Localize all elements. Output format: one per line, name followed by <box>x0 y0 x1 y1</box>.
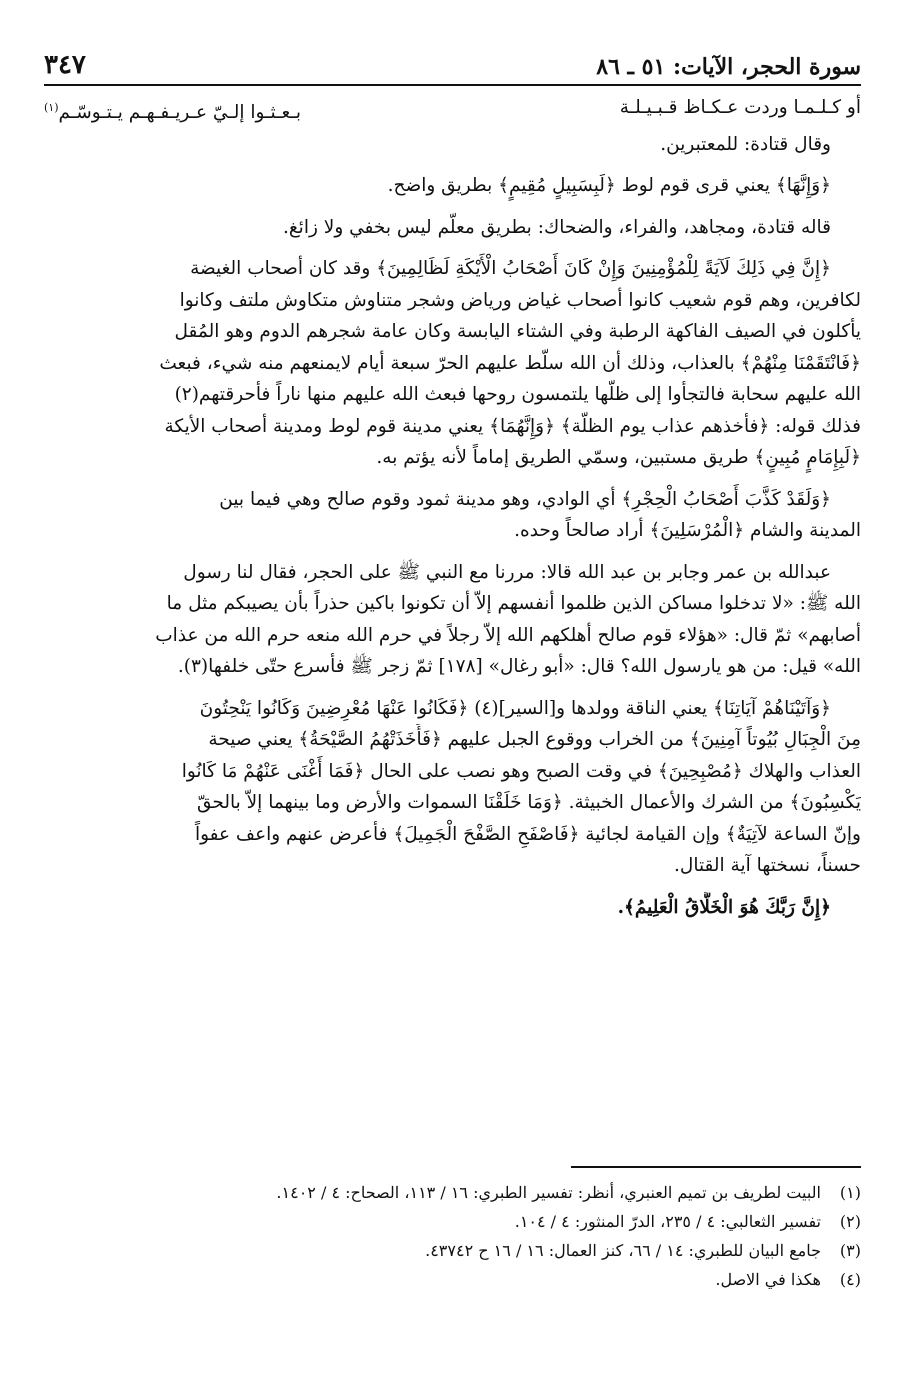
text-line: لكافرين، وهم قوم شعيب كانوا أصحاب غياض ورياض وشجر متناوش متكاوش ملتف وكانوا <box>179 289 861 311</box>
footnote-number: (٣) <box>839 1241 861 1260</box>
text-line: ﴿وَإِنَّهَا﴾ يعني قرى قوم لوط ﴿لَبِسَبِيلٍ مُقِيمٍ﴾ بطريق واضح. <box>387 175 831 197</box>
footnote <box>44 1265 861 1294</box>
footnote-text: جامع البيان للطبري: ١٤ / ٦٦، كنز العمال: ١٦ / ١٦ ح ٤٣٧٤٢. <box>425 1241 821 1260</box>
text-line: أصابهم» ثمّ قال: «هؤلاء قوم صالح أهلكهم الله إلاّ رجلاً في حرم الله منعه حرم الله من عذاب <box>155 624 861 646</box>
page-number: ٣٤٧ <box>44 50 86 80</box>
text-line: يَكْسِبُونَ﴾ من الشرك والأعمال الخبيثة. ﴿وَمَا خَلَقْنَا السموات والأرض وما بينهما إلاّ بالحقّ <box>196 792 861 814</box>
closing-verse: ﴿إِنَّ رَبَّكَ هُوَ الْخَلَّاقُ الْعَلِيمُ﴾. <box>617 896 831 918</box>
footnote-number: (٢) <box>839 1212 861 1231</box>
page-header <box>44 44 861 86</box>
page-body <box>44 92 861 923</box>
footnote-number: (٤) <box>839 1270 861 1289</box>
poem-hemistich-2: بـعـثـوا إلـيّ عـريـفـهـم يـتـوسّـم$^{(١)}$ <box>44 101 302 124</box>
footnotes <box>44 1178 861 1294</box>
text-line: عبدالله بن عمر وجابر بن عبد الله قالا: مررنا مع النبي ﷺ على الحجر، فقال لنا رسول <box>183 561 831 583</box>
text-line: ﴿فَانْتَقَمْنَا مِنْهُمْ﴾ بالعذاب، وذلك أن الله سلّط عليهم الحرّ سبعة أيام لايمنعهم منه شيء، فبعث <box>159 352 861 374</box>
text-line: المدينة والشام ﴿الْمُرْسَلِينَ﴾ أراد صالحاً وحده. <box>514 520 861 542</box>
footnote <box>44 1178 861 1207</box>
text-line: حسناً، نسختها آية القتال. <box>674 855 861 877</box>
footnote-divider <box>571 1166 861 1168</box>
footnote <box>44 1207 861 1236</box>
footnote-ref-1: (١) <box>44 101 59 114</box>
text-line: مِنَ الْجِبَالِ بُيُوتاً آمِنِينَ﴾ من الخراب ووقوع الجبل عليهم ﴿فَأَخَذَتْهُمُ الصَّيْحَةُ﴾ يعني صيحة <box>208 729 861 751</box>
text-line: فذلك قوله: ﴿فأخذهم عذاب يوم الظلّة﴾ ﴿وَإِنَّهُمَا﴾ يعني مدينة قوم لوط ومدينة أصحاب الأيكة <box>164 415 861 437</box>
footnote-text: البيت لطريف بن تميم العنبري، أنظر: تفسير الطبري: ١٦ / ١١٣، الصحاح: ٤ / ١٤٠٢. <box>276 1183 821 1202</box>
text-line: وإنّ الساعة لآتِيَةٌ﴾ وإن القيامة لجائية ﴿فَاصْفَحِ الصَّفْحَ الْجَمِيلَ﴾ فأعرض عنهم واعف عفواً <box>194 823 861 845</box>
text-line: العذاب والهلاك ﴿مُصْبِحِينَ﴾ في وقت الصبح وهو نصب على الحال ﴿فَمَا أَغْنَى عَنْهُمْ مَا كَانُوا <box>181 760 861 782</box>
text-line: الله ﷺ: «لا تدخلوا مساكن الذين ظلموا أنفسهم إلاّ أن تكونوا باكين حذراً بأن يصيبكم مثل ما <box>166 593 861 615</box>
footnote-text: هكذا في الاصل. <box>715 1270 821 1289</box>
text-line: وقال قتادة: للمعتبرين. <box>660 133 831 155</box>
text-line: ﴿وَلَقَدْ كَذَّبَ أَصْحَابُ الْحِجْرِ﴾ أي الوادي، وهو مدينة ثمود وقوم صالح وهي فيما بين <box>219 488 831 510</box>
text-line: يأكلون في الصيف الفاكهة الرطبة وفي الشتاء اليابسة وكان عامة شجرهم الدوم وهو المُقل <box>174 321 861 343</box>
footnote <box>44 1236 861 1265</box>
text-line: الله عليهم سحابة فالتجأوا إلى ظلّها يلتمسون روحها فبعث الله عليهم منها ناراً فأحرقتهم(٢) <box>174 384 861 406</box>
text-line: ﴿لَبِإِمَامٍ مُبِينٍ﴾ طريق مستبين، وسمّي الطريق إماماً لأنه يؤتم به. <box>376 447 861 469</box>
poem-hemistich-1: أو كـلـمـا وردت عـكـاظ قـبـيـلـة <box>619 97 861 118</box>
footnote-text: تفسير الثعالبي: ٤ / ٢٣٥، الدرّ المنثور: ٤ / ١٠٤. <box>514 1212 821 1231</box>
running-title: سورة الحجر، الآيات: ٥١ ـ ٨٦ <box>596 54 861 80</box>
text-line: ﴿وَآتَيْنَاهُمْ آيَاتِنَا﴾ يعني الناقة وولدها و[السير](٤) ﴿فَكَانُوا عَنْهَا مُعْرِضِينَ وَكَانُوا يَنْحِتُونَ <box>199 697 831 719</box>
text-line: الله» قيل: من هو يارسول الله؟ قال: «أبو رغال» [١٧٨] ثمّ زجر ﷺ فأسرع حتّى خلفها(٣). <box>177 656 861 678</box>
footnote-number: (١) <box>839 1183 861 1202</box>
text-line: قاله قتادة، ومجاهد، والفراء، والضحاك: بطريق معلّم ليس بخفي ولا زائغ. <box>282 216 831 238</box>
poem-line <box>44 92 861 129</box>
text-line: ﴿إِنَّ فِي ذَلِكَ لَآيَةً لِلْمُؤْمِنِينَ وَإِنْ كَانَ أَصْحَابُ الْأَيْكَةِ لَظَالِمِينَ﴾ وقد كان أصحاب الغيضة <box>190 258 831 280</box>
